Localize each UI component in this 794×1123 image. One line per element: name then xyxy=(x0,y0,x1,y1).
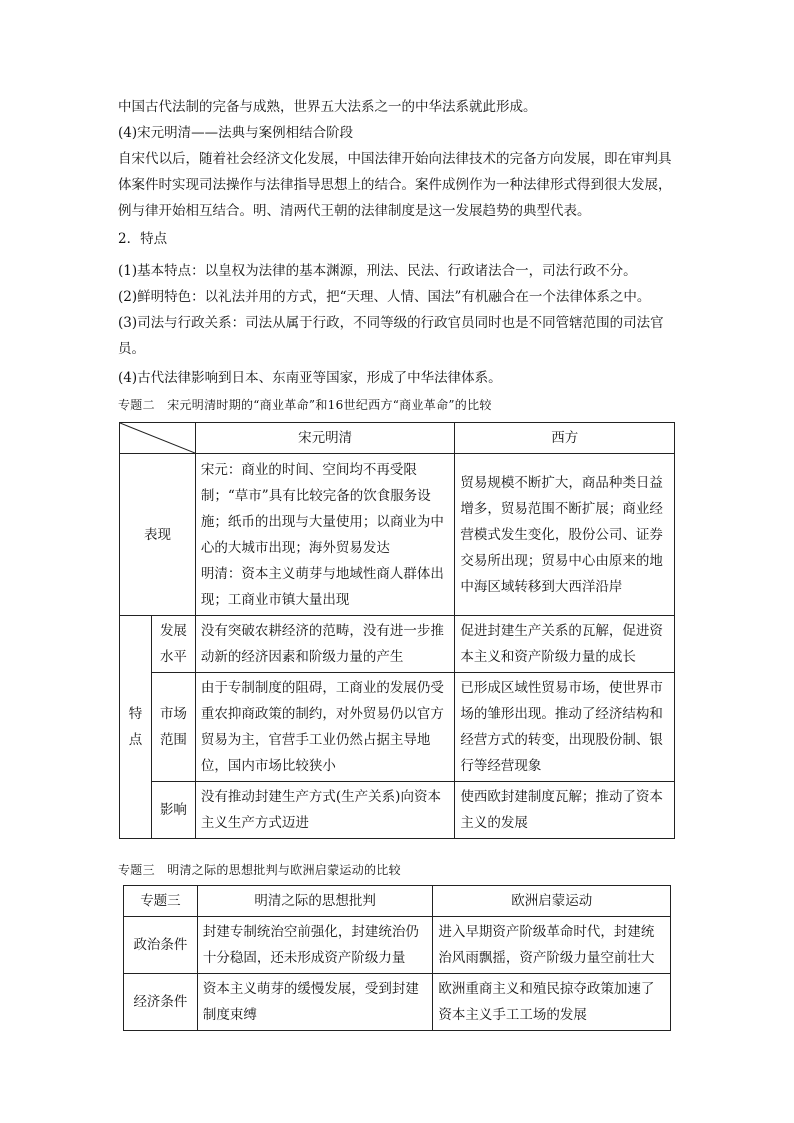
topic3-row-economy xyxy=(124,974,671,1031)
sub-label-shichang xyxy=(151,673,195,782)
sub-label-fazhan xyxy=(151,616,195,673)
section-heading-features: 2．特点 xyxy=(118,231,168,247)
topic2-header-row xyxy=(120,423,675,454)
paragraph-2-heading: (4)宋元明清——法典与案例相结合阶段 xyxy=(118,125,354,141)
tedian-char-1: 特 xyxy=(128,706,143,722)
topic3-title: 专题三 明清之际的思想批判与欧洲启蒙运动的比较 xyxy=(118,863,401,877)
row-label-biaoxian: 表现 xyxy=(120,454,196,616)
shichang-song-cell: 由于专制制度的阻碍，工商业的发展仍受重农抑商政策的制约，对外贸易仍以官方贸易为主，官营手工业仍然占据主导地位，国内市场比较狭小 xyxy=(195,673,455,782)
topic2-title: 专题二 宋元明清时期的“商业革命”和16世纪西方“商业革命”的比较 xyxy=(118,398,492,412)
topic2-row-fazhan xyxy=(120,616,675,673)
topic3-corner-cell: 专题三 xyxy=(124,886,198,917)
fazhan-song-cell: 没有突破农耕经济的范畴，没有进一步推动新的经济因素和阶级力量的产生 xyxy=(195,616,455,673)
shichang-line-2: 范围 xyxy=(159,732,187,748)
row-label-politics: 政治条件 xyxy=(124,917,198,974)
sub-label-yingxiang: 影响 xyxy=(151,782,195,839)
paragraph-feature-3: (3)司法与行政关系：司法从属于行政，不同等级的行政官员同时也是不同管辖范围的司法官员。 xyxy=(118,315,664,357)
paragraph-3: 自宋代以后，随着社会经济文化发展，中国法律开始向法律技术的完备方向发展，即在审判具体案件时实现司法操作与法律指导思想上的结合。案件成例作为一种法律形式得到很大发展，例与律开始相互结合。明、清两代王朝的法律制度是这一发展趋势的典型代表。 xyxy=(118,151,672,219)
economy-europe-cell: 欧洲重商主义和殖民掠夺政策加速了资本主义手工工场的发展 xyxy=(433,974,671,1031)
biaoxian-song-cell: 宋元：商业的时间、空间均不再受限制；“草市”具有比较完备的饮食服务设施；纸币的出现与大量使用；以商业为中心的大城市出现；海外贸易发达 明清：资本主义萌芽与地域性商人群体出现；工商业市镇大量出现 xyxy=(195,454,455,616)
paragraph-feature-1: (1)基本特点：以皇权为法律的基本渊源，刑法、民法、行政诸法合一，司法行政不分。 xyxy=(118,263,637,279)
shichang-line-1: 市场 xyxy=(159,706,187,722)
row-label-tedian xyxy=(120,616,152,839)
topic2-row-biaoxian xyxy=(120,454,675,616)
biaoxian-west-cell: 贸易规模不断扩大，商品种类日益增多，贸易范围不断扩展；商业经营模式发生变化，股份公司、证券交易所出现；贸易中心由原来的地中海区域转移到大西洋沿岸 xyxy=(455,454,675,616)
shichang-west-cell: 已形成区域性贸易市场，使世界市场的雏形出现。推动了经济结构和经营方式的转变，出现股份制、银行等经营现象 xyxy=(455,673,675,782)
paragraph-feature-4: (4)古代法律影响到日本、东南亚等国家，形成了中华法律体系。 xyxy=(118,370,502,386)
topic2-col-west: 西方 xyxy=(455,423,675,454)
topic3-header-row xyxy=(124,886,671,917)
paragraph-1: 中国古代法制的完备与成熟，世界五大法系之一的中华法系就此形成。 xyxy=(118,99,537,115)
topic3-row-politics xyxy=(124,917,671,974)
row-label-economy: 经济条件 xyxy=(124,974,198,1031)
economy-mingqing-cell: 资本主义萌芽的缓慢发展，受到封建制度束缚 xyxy=(197,974,433,1031)
tedian-char-2: 点 xyxy=(128,732,143,748)
topic2-table xyxy=(119,422,675,839)
topic3-table xyxy=(123,885,671,1031)
yingxiang-west-cell: 使西欧封建制度瓦解；推动了资本主义的发展 xyxy=(455,782,675,839)
topic2-col-song: 宋元明清 xyxy=(195,423,455,454)
yingxiang-song-cell: 没有推动封建生产方式(生产关系)向资本主义生产方式迈进 xyxy=(195,782,455,839)
fazhan-line-1: 发展 xyxy=(159,623,187,639)
politics-europe-cell: 进入早期资产阶级革命时代，封建统治风雨飘摇，资产阶级力量空前壮大 xyxy=(433,917,671,974)
diagonal-line xyxy=(120,423,195,453)
diagonal-header-cell xyxy=(120,423,196,454)
fazhan-line-2: 水平 xyxy=(159,649,187,665)
topic3-col-europe: 欧洲启蒙运动 xyxy=(433,886,671,917)
topic2-row-shichang xyxy=(120,673,675,782)
fazhan-west-cell: 促进封建生产关系的瓦解，促进资本主义和资产阶级力量的成长 xyxy=(455,616,675,673)
politics-mingqing-cell: 封建专制统治空前强化，封建统治仍十分稳固，还未形成资产阶级力量 xyxy=(197,917,433,974)
topic2-row-yingxiang xyxy=(120,782,675,839)
topic3-col-mingqing: 明清之际的思想批判 xyxy=(197,886,433,917)
paragraph-feature-2: (2)鲜明特色：以礼法并用的方式，把“天理、人情、国法”有机融合在一个法律体系之中。 xyxy=(118,289,651,305)
